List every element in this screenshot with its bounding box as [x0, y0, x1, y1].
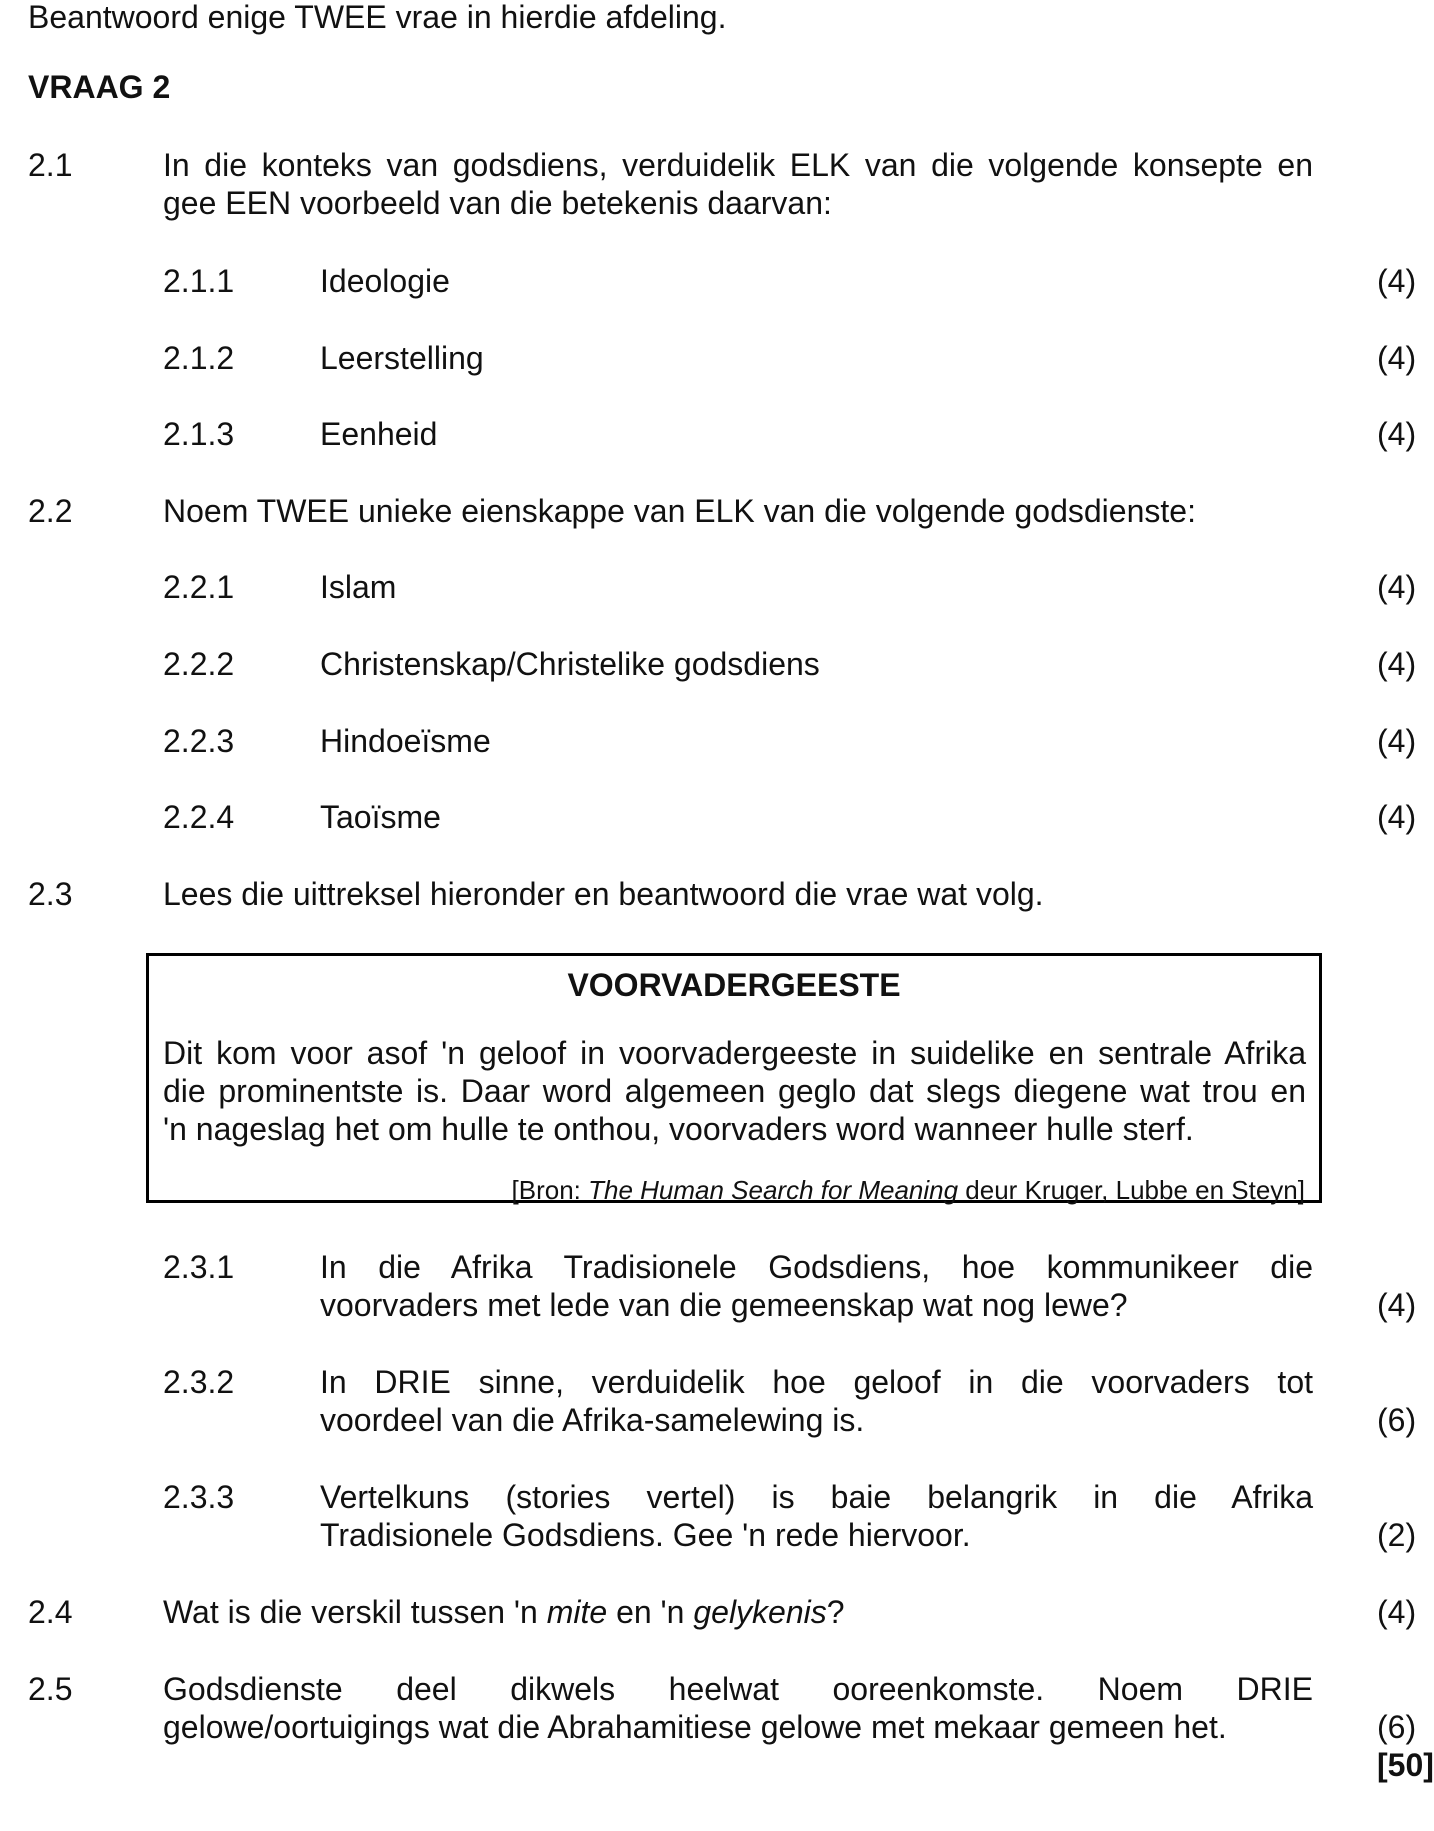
subquestion-number: 2.3.2	[163, 1364, 235, 1400]
mark-allocation: (4)	[1377, 569, 1417, 605]
subquestion-text: Taoïsme	[320, 799, 441, 835]
instruction-text: Beantwoord enige TWEE vrae in hierdie afdeling.	[28, 0, 727, 35]
question-text: In die konteks van godsdiens, verduidelik ELK van die volgende konsepte en	[163, 147, 1313, 183]
mark-allocation: (4)	[1377, 646, 1417, 682]
subquestion-number: 2.2.4	[163, 799, 235, 835]
question-number: 2.5	[28, 1671, 73, 1707]
mark-allocation: (6)	[1377, 1402, 1417, 1438]
excerpt-box	[146, 953, 1322, 1203]
question-number: 2.3	[28, 876, 73, 912]
subquestion-number: 2.2.2	[163, 646, 235, 682]
question-text: gee EEN voorbeeld van die betekenis daarvan:	[163, 185, 832, 221]
subquestion-text: Christenskap/Christelike godsdiens	[320, 646, 820, 682]
excerpt-source: [Bron: The Human Search for Meaning deur Kruger, Lubbe en Steyn]	[511, 1175, 1305, 1205]
mark-allocation: (6)	[1377, 1709, 1417, 1745]
subquestion-text: Islam	[320, 569, 397, 605]
mark-allocation: (4)	[1377, 1287, 1417, 1323]
subquestion-number: 2.1.2	[163, 340, 235, 376]
question-text: Godsdienste deel dikwels heelwat ooreenkomste. Noem DRIE	[163, 1671, 1313, 1707]
mark-allocation: (4)	[1377, 723, 1417, 759]
subquestion-text: voordeel van die Afrika-samelewing is.	[320, 1402, 865, 1438]
question-text: Lees die uittreksel hieronder en beantwoord die vrae wat volg.	[163, 876, 1044, 912]
subquestion-number: 2.2.3	[163, 723, 235, 759]
subquestion-number: 2.2.1	[163, 569, 235, 605]
excerpt-title: VOORVADERGEESTE	[567, 967, 901, 1003]
subquestion-text: In DRIE sinne, verduidelik hoe geloof in die voorvaders tot	[320, 1364, 1313, 1400]
subquestion-text: Eenheid	[320, 416, 438, 452]
subquestion-text: Hindoeïsme	[320, 723, 491, 759]
subquestion-text: Ideologie	[320, 263, 450, 299]
total-marks: [50]	[1377, 1747, 1434, 1783]
question-number: 2.2	[28, 493, 73, 529]
mark-allocation: (4)	[1377, 799, 1417, 835]
question-text: gelowe/oortuigings wat die Abrahamitiese gelowe met mekaar gemeen het.	[163, 1709, 1227, 1745]
mark-allocation: (4)	[1377, 263, 1417, 299]
subquestion-text: Vertelkuns (stories vertel) is baie belangrik in die Afrika	[320, 1479, 1313, 1515]
subquestion-text: voorvaders met lede van die gemeenskap wat nog lewe?	[320, 1287, 1128, 1323]
excerpt-text: Dit kom voor asof 'n geloof in voorvadergeeste in suidelike en sentrale Afrika	[163, 1035, 1306, 1071]
subquestion-number: 2.3.1	[163, 1249, 235, 1285]
mark-allocation: (2)	[1377, 1517, 1417, 1553]
subquestion-text: Leerstelling	[320, 340, 484, 376]
question-text: Noem TWEE unieke eienskappe van ELK van die volgende godsdienste:	[163, 493, 1196, 529]
question-number: 2.1	[28, 147, 73, 183]
question-heading: VRAAG 2	[28, 69, 171, 105]
subquestion-number: 2.1.1	[163, 263, 235, 299]
mark-allocation: (4)	[1377, 340, 1417, 376]
question-text: Wat is die verskil tussen 'n mite en 'n gelykenis?	[163, 1594, 845, 1630]
question-number: 2.4	[28, 1594, 73, 1630]
excerpt-text: die prominentste is. Daar word algemeen geglo dat slegs diegene wat trou en	[163, 1073, 1306, 1109]
subquestion-number: 2.3.3	[163, 1479, 235, 1515]
subquestion-number: 2.1.3	[163, 416, 235, 452]
mark-allocation: (4)	[1377, 1594, 1417, 1630]
excerpt-text: 'n nageslag het om hulle te onthou, voorvaders word wanneer hulle sterf.	[163, 1111, 1194, 1147]
subquestion-text: Tradisionele Godsdiens. Gee 'n rede hiervoor.	[320, 1517, 971, 1553]
mark-allocation: (4)	[1377, 416, 1417, 452]
subquestion-text: In die Afrika Tradisionele Godsdiens, hoe kommunikeer die	[320, 1249, 1313, 1285]
